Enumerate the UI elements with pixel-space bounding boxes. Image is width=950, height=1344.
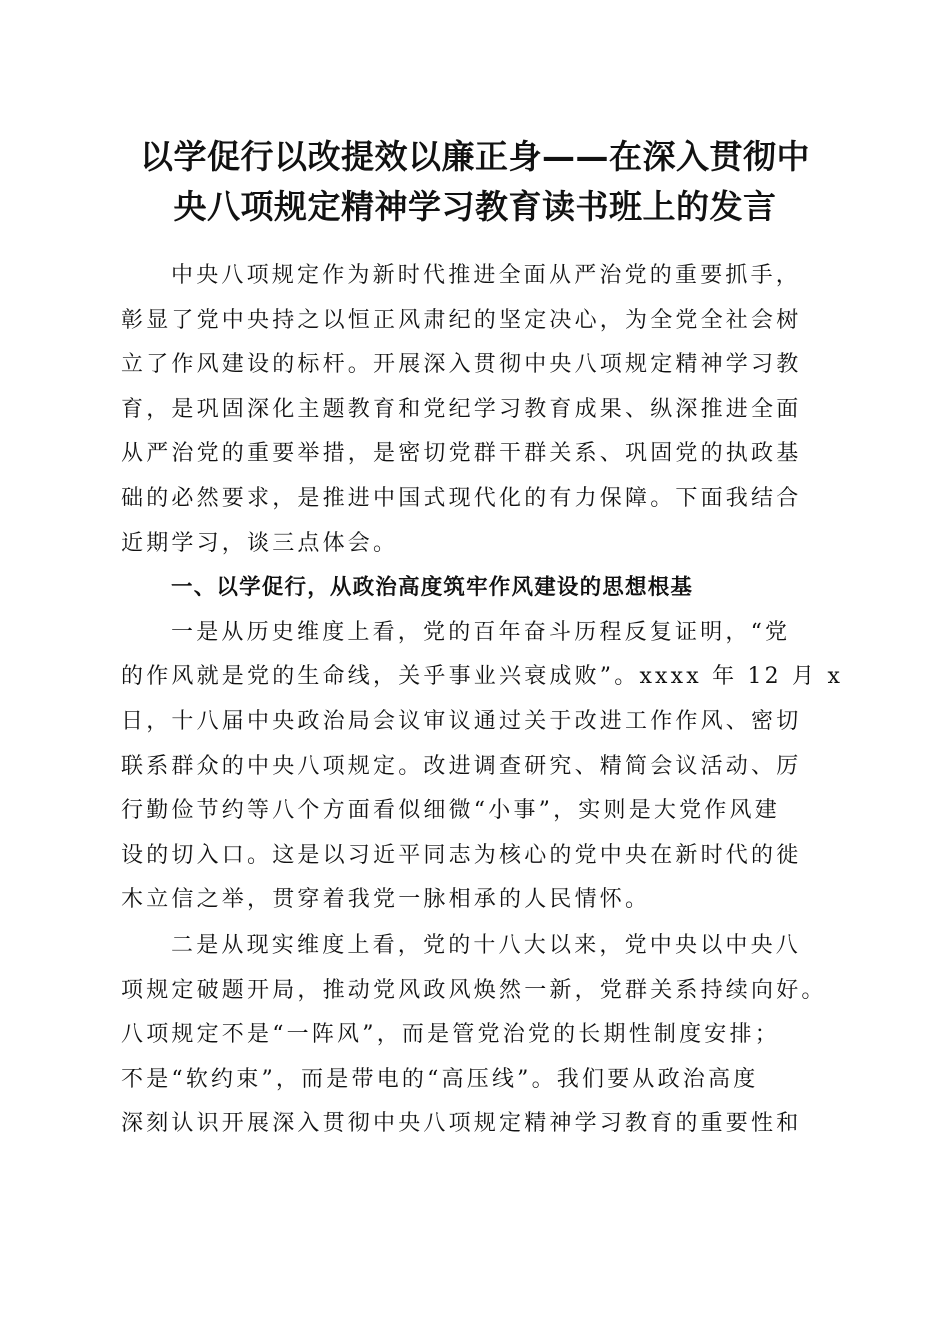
paragraph-line: 的作风就是党的生命线，关乎事业兴衰成败”。xxxx 年 12 月 x xyxy=(121,664,844,690)
paragraph-line: 一是从历史维度上看，党的百年奋斗历程反复证明，“党 xyxy=(171,619,791,645)
paragraph-line: 二是从现实维度上看，党的十八大以来，党中央以中央八 xyxy=(171,932,802,958)
intro-line: 从严治党的重要举措，是密切党群干群关系、巩固党的执政基 xyxy=(121,441,802,467)
intro-line: 立了作风建设的标杆。开展深入贯彻中央八项规定精神学习教 xyxy=(121,352,802,378)
intro-line: 育，是巩固深化主题教育和党纪学习教育成果、纵深推进全面 xyxy=(121,396,802,422)
intro-line: 彰显了党中央持之以恒正风肃纪的坚定决心，为全党全社会树 xyxy=(121,307,802,333)
title-line-2: 央八项规定精神学习教育读书班上的发言 xyxy=(173,187,777,226)
paragraph-line: 项规定破题开局，推动党风政风焕然一新，党群关系持续向好。 xyxy=(121,977,827,1003)
paragraph-line: 不是“软约束”，而是带电的“高压线”。我们要从政治高度 xyxy=(121,1066,759,1092)
section-heading-1: 一、以学促行，从政治高度筑牢作风建设的思想根基 xyxy=(171,575,694,601)
paragraph-line: 行勤俭节约等八个方面看似细微“小事”，实则是大党作风建 xyxy=(121,798,780,824)
paragraph-line: 深刻认识开展深入贯彻中央八项规定精神学习教育的重要性和 xyxy=(121,1111,802,1137)
paragraph-history xyxy=(121,611,844,923)
document-body xyxy=(121,254,844,1147)
paragraph-line: 设的切入口。这是以习近平同志为核心的党中央在新时代的徙 xyxy=(121,842,802,868)
paragraph-line: 日，十八届中央政治局会议审议通过关于改进工作作风、密切 xyxy=(121,708,802,734)
paragraph-line: 八项规定不是“一阵风”，而是管党治党的长期性制度安排； xyxy=(121,1022,780,1048)
intro-line: 中央八项规定作为新时代推进全面从严治党的重要抓手， xyxy=(171,263,802,288)
paragraph-line: 木立信之举，贯穿着我党一脉相承的人民情怀。 xyxy=(121,887,651,913)
intro-line: 近期学习，谈三点体会。 xyxy=(121,530,399,556)
intro-paragraph xyxy=(121,254,833,566)
paragraph-line: 联系群众的中央八项规定。改进调查研究、精简会议活动、厉 xyxy=(121,753,802,779)
paragraph-reality xyxy=(121,924,833,1147)
title-line-1: 以学促行以改提效以廉正身——在深入贯彻中 xyxy=(140,137,810,176)
document-title xyxy=(100,132,850,232)
intro-line: 础的必然要求，是推进中国式现代化的有力保障。下面我结合 xyxy=(121,485,802,511)
